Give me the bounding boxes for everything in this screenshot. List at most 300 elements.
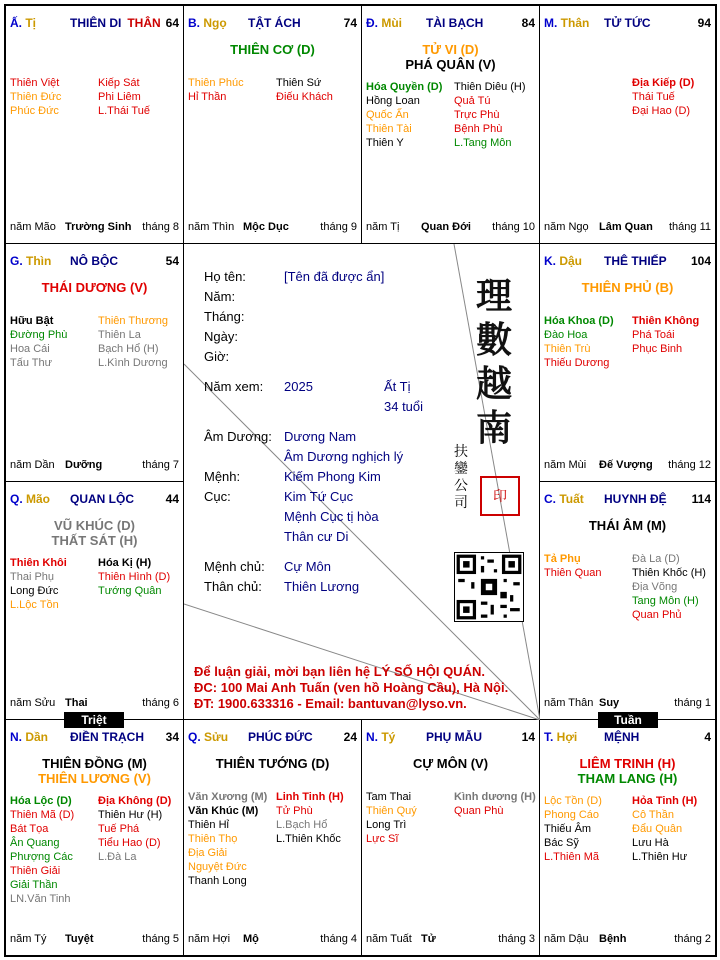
minor-star: L.Đà La xyxy=(98,851,137,863)
palace-year: năm Tuất xyxy=(366,933,412,945)
menh-row xyxy=(204,468,381,485)
main-star: TỬ VI (D) xyxy=(422,42,479,57)
minor-star: Thiên Thương xyxy=(98,315,169,327)
palace-position: N. Tý xyxy=(366,730,396,744)
stars-column-right xyxy=(632,76,715,118)
palace-position: T. Hợi xyxy=(544,730,578,744)
minor-star: Tuế Phá xyxy=(98,823,140,835)
palace-header xyxy=(10,730,179,746)
nam-row xyxy=(204,288,284,305)
minor-star: Lộc Tồn (D) xyxy=(544,795,602,807)
minor-star: Nguyệt Đức xyxy=(188,861,247,873)
palace-cell xyxy=(540,720,715,955)
palace-name: PHÚC ĐỨC xyxy=(248,730,313,744)
than-chu-label: Thân chủ: xyxy=(204,579,262,594)
minor-star: Văn Xương (M) xyxy=(188,791,268,803)
palace-name: MỆNH xyxy=(604,730,640,744)
cuc-2-value: Mệnh Cục tị hòa xyxy=(284,509,379,524)
minor-star: Thiếu Dương xyxy=(544,357,610,369)
stars-column-right xyxy=(98,76,183,118)
main-stars xyxy=(6,518,183,548)
palace-name: THIÊN DI THÂN xyxy=(70,16,161,30)
palace-header xyxy=(188,730,357,746)
minor-star: Thanh Long xyxy=(188,875,247,887)
main-stars xyxy=(184,756,361,771)
palace-year: năm Mùi xyxy=(544,459,587,471)
minor-star: Thiên La xyxy=(98,329,141,341)
palace-name: HUYNH ĐỆ xyxy=(604,492,667,506)
am-duong-2-row xyxy=(284,448,403,465)
minor-star: Đại Hao (D) xyxy=(632,105,691,117)
minor-star: Hỉ Thần xyxy=(188,91,227,103)
main-stars xyxy=(184,42,361,57)
minor-star: Địa Không (D) xyxy=(98,795,172,807)
minor-star: Thiên Giải xyxy=(10,865,61,877)
palace-age-number: 34 xyxy=(165,730,179,744)
palace-month: tháng 8 xyxy=(142,221,179,233)
minor-star: Địa Kiếp (D) xyxy=(632,77,695,89)
palace-age-number: 24 xyxy=(343,730,357,744)
minor-star: Hỏa Tinh (H) xyxy=(632,795,698,807)
than-chu-row xyxy=(204,578,359,595)
palace-header xyxy=(10,16,179,32)
contact-line-1: Để luận giải, mời bạn liên hệ LÝ SỐ HỘI QUÁN. xyxy=(194,664,485,679)
nam-xem-label: Năm xem: xyxy=(204,379,264,394)
contact-line-2: ĐC: 100 Mai Anh Tuấn (ven hồ Hoàng Cầu), Hà Nội. xyxy=(194,680,509,695)
palace-month: tháng 9 xyxy=(320,221,357,233)
cuc-value: Kim Tứ Cục xyxy=(284,489,354,504)
minor-star: Thiên Khôi xyxy=(10,557,67,569)
minor-star: L.Thái Tuế xyxy=(98,105,150,117)
stars-column-left xyxy=(10,794,95,906)
palace-month: tháng 11 xyxy=(668,221,711,233)
palace-header xyxy=(366,730,535,746)
palace-age-number: 44 xyxy=(165,492,179,506)
menh-label: Mệnh: xyxy=(204,469,241,484)
thang-label: Tháng: xyxy=(204,309,245,324)
gio-row xyxy=(204,348,284,365)
palace-position: G. Thìn xyxy=(10,254,52,268)
main-stars xyxy=(540,518,715,533)
minor-star: L.Bạch Hổ xyxy=(276,819,328,831)
palace-header xyxy=(366,16,535,32)
minor-star: Tử Phù xyxy=(276,805,313,817)
stars-column-left xyxy=(544,314,629,370)
minor-star: Quan Phủ xyxy=(632,609,682,621)
palace-year: năm Ngọ xyxy=(544,221,589,233)
stars-column-right xyxy=(454,80,539,150)
calligraphy-subtitle: 扶 鑾 公 司 xyxy=(454,444,468,511)
than-chu-value: Thiên Lương xyxy=(284,579,360,594)
palace-month: tháng 4 xyxy=(320,933,357,945)
palace-cell xyxy=(6,720,184,955)
palace-header xyxy=(544,254,711,270)
minor-star: Địa Võng xyxy=(632,581,678,593)
center-panel xyxy=(184,244,540,720)
minor-star: Địa Giải xyxy=(188,847,228,859)
menh-chu-label: Mệnh chủ: xyxy=(204,559,265,574)
palace-month: tháng 5 xyxy=(142,933,179,945)
palace-header xyxy=(10,492,179,508)
qr-code[interactable] xyxy=(454,552,524,622)
minor-star: Bạch Hổ (H) xyxy=(98,343,159,355)
minor-star: Hóa Lộc (D) xyxy=(10,795,72,807)
stars-column-left xyxy=(188,790,273,888)
palace-year: năm Thìn xyxy=(188,221,235,233)
palace-footer xyxy=(544,221,711,235)
stars-column-left xyxy=(544,552,629,580)
minor-star: Lực Sĩ xyxy=(366,833,399,845)
main-star: THÁI ÂM (M) xyxy=(588,518,667,533)
minor-star: Kình dương (H) xyxy=(454,791,536,803)
minor-star: Phượng Các xyxy=(10,851,73,863)
stars-column-left xyxy=(10,76,95,118)
minor-star: Thiên Trù xyxy=(544,343,591,355)
palace-month: tháng 12 xyxy=(668,459,711,471)
main-star: THÁI DƯƠNG (V) xyxy=(41,280,148,295)
palace-age-number: 14 xyxy=(521,730,535,744)
minor-star: L.Thiên Khốc xyxy=(276,833,341,845)
palace-footer xyxy=(10,933,179,947)
main-star: THIÊN CƠ (D) xyxy=(230,42,315,57)
palace-branch: Tuất xyxy=(559,492,584,506)
palace-year: năm Hợi xyxy=(188,933,231,945)
palace-branch: Sửu xyxy=(204,730,229,744)
palace-year: năm Thân xyxy=(544,697,594,709)
menh-value: Kiếm Phong Kim xyxy=(284,469,381,484)
palace-month: tháng 1 xyxy=(674,697,711,709)
main-stars xyxy=(540,756,715,786)
minor-star: Thiên Sứ xyxy=(276,77,322,89)
minor-star: Lưu Hà xyxy=(632,837,669,849)
cuc-row xyxy=(204,488,353,505)
minor-star: Trực Phù xyxy=(454,109,500,121)
minor-star: Tang Môn (H) xyxy=(632,595,699,607)
stars-column-right xyxy=(276,790,361,846)
minor-star: Thiên Không xyxy=(632,315,700,327)
palace-year: năm Tị xyxy=(366,221,400,233)
menh-chu-value: Cự Môn xyxy=(284,559,331,574)
minor-star: Thiên Đức xyxy=(10,91,62,103)
palace-branch: Ngọ xyxy=(203,16,227,30)
trang-sinh: Đế Vượng xyxy=(599,459,653,471)
palace-year: năm Sửu xyxy=(10,697,56,709)
minor-star: Đẩu Quân xyxy=(632,823,683,835)
main-star: THIÊN LƯƠNG (V) xyxy=(38,771,151,786)
palace-cell xyxy=(6,6,184,244)
palace-branch: Tý xyxy=(381,730,396,744)
minor-star: Thiên Thọ xyxy=(188,833,238,845)
palace-cell xyxy=(6,244,184,482)
cuc-3-value: Thân cư Di xyxy=(284,529,349,544)
minor-star: Hồng Loan xyxy=(366,95,420,107)
palace-year: năm Mão xyxy=(10,221,56,233)
am-duong-row xyxy=(204,428,356,445)
palace-cell xyxy=(184,6,362,244)
minor-star: Thiên Y xyxy=(366,137,404,149)
main-star: THẤT SÁT (H) xyxy=(51,533,138,548)
palace-cell xyxy=(540,6,715,244)
palace-name: QUAN LỘC xyxy=(70,492,134,506)
main-star: THIÊN TƯỚNG (D) xyxy=(215,756,330,771)
than-tag: THÂN xyxy=(127,16,161,30)
triet-marker: Triệt xyxy=(64,712,124,728)
main-star: THAM LANG (H) xyxy=(577,771,678,786)
palace-position: C. Tuất xyxy=(544,492,584,506)
stars-column-left xyxy=(188,76,273,104)
main-stars xyxy=(362,42,539,72)
cuc-2-row xyxy=(284,508,379,525)
minor-star: Tả Phụ xyxy=(544,553,581,565)
horoscope-chart xyxy=(4,4,717,957)
am-duong-value: Dương Nam xyxy=(284,429,357,444)
nam-xem-value: 2025 xyxy=(284,379,313,394)
palace-name: THÊ THIẾP xyxy=(604,254,667,268)
minor-star: Tướng Quân xyxy=(98,585,162,597)
palace-footer xyxy=(544,933,711,947)
minor-star: Thiên Hư (H) xyxy=(98,809,163,821)
minor-star: Bát Tọa xyxy=(10,823,49,835)
minor-star: Quốc Ấn xyxy=(366,109,409,121)
palace-header xyxy=(544,16,711,32)
minor-star: Ân Quang xyxy=(10,837,60,849)
palace-branch: Mão xyxy=(26,492,51,506)
stars-column-left xyxy=(544,794,629,864)
stars-column-right xyxy=(454,790,539,818)
ngay-row xyxy=(204,328,284,345)
palace-age-number: 94 xyxy=(697,16,711,30)
palace-cell xyxy=(540,244,715,482)
trang-sinh: Mộ xyxy=(243,933,259,945)
palace-position: Đ. Mùi xyxy=(366,16,403,30)
palace-position: K. Dậu xyxy=(544,254,583,268)
nam-label: Năm: xyxy=(204,289,236,304)
palace-header xyxy=(544,730,711,746)
palace-cell xyxy=(540,482,715,720)
gio-label: Giờ: xyxy=(204,349,230,364)
palace-branch: Dần xyxy=(25,730,49,744)
stars-column-right xyxy=(632,552,715,622)
minor-star: Thiếu Âm xyxy=(544,823,592,835)
minor-star: Thiên Quan xyxy=(544,567,602,579)
palace-footer xyxy=(366,221,535,235)
contact-line-3: ĐT: 1900.633316 - Email: bantuvan@lyso.vn. xyxy=(194,696,467,711)
palace-year: năm Tý xyxy=(10,933,47,945)
minor-star: L.Tang Môn xyxy=(454,137,512,149)
palace-cell xyxy=(362,6,540,244)
trang-sinh: Bệnh xyxy=(599,933,627,945)
can-chi-value: Ất Tị xyxy=(384,379,411,394)
palace-year: năm Dần xyxy=(10,459,55,471)
palace-header xyxy=(188,16,357,32)
minor-star: Thiên Mã (D) xyxy=(10,809,75,821)
ngay-label: Ngày: xyxy=(204,329,238,344)
minor-star: Thai Phụ xyxy=(10,571,55,583)
palace-header xyxy=(10,254,179,270)
minor-star: Tấu Thư xyxy=(10,357,53,369)
trang-sinh: Trường Sinh xyxy=(65,221,132,233)
trang-sinh: Dưỡng xyxy=(65,459,103,471)
palace-branch: Mùi xyxy=(381,16,403,30)
tuoi-row xyxy=(384,398,423,415)
am-duong-2-value: Âm Dương nghịch lý xyxy=(284,449,404,464)
palace-month: tháng 2 xyxy=(674,933,711,945)
palace-cell xyxy=(362,720,540,955)
minor-star: Phong Cáo xyxy=(544,809,600,821)
am-duong-label: Âm Dương: xyxy=(204,429,272,444)
calligraphy-logo: 理 數 越 南 xyxy=(476,275,513,449)
thang-row xyxy=(204,308,284,325)
minor-star: Hóa Kị (H) xyxy=(98,557,152,569)
cuc-label: Cục: xyxy=(204,489,231,504)
main-star: PHÁ QUÂN (V) xyxy=(405,57,496,72)
palace-position: N. Dần xyxy=(10,730,49,744)
palace-position: Q. Sửu xyxy=(188,730,229,744)
stars-column-right xyxy=(632,314,715,356)
palace-name: PHỤ MẪU xyxy=(426,730,482,744)
minor-star: Hữu Bật xyxy=(10,315,54,327)
palace-footer xyxy=(10,221,179,235)
palace-header xyxy=(544,492,711,508)
minor-star: Phúc Đức xyxy=(10,105,59,117)
minor-star: L.Thiên Mã xyxy=(544,851,600,863)
stars-column-right xyxy=(632,794,715,864)
palace-footer xyxy=(544,459,711,473)
minor-star: Thiên Quý xyxy=(366,805,417,817)
palace-age-number: 114 xyxy=(691,492,711,506)
palace-age-number: 74 xyxy=(343,16,357,30)
minor-star: Hóa Khoa (D) xyxy=(544,315,614,327)
palace-branch: Dậu xyxy=(559,254,583,268)
palace-position: B. Ngọ xyxy=(188,16,227,30)
minor-star: Giải Thần xyxy=(10,879,58,891)
main-stars xyxy=(6,280,183,295)
minor-star: Thiên Diêu (H) xyxy=(454,81,526,93)
minor-star: Tam Thai xyxy=(366,791,412,803)
trang-sinh: Suy xyxy=(599,697,620,709)
minor-star: L.Lộc Tồn xyxy=(10,599,59,611)
palace-name: TỬ TỨC xyxy=(604,16,651,30)
palace-footer xyxy=(544,697,711,711)
minor-star: Đào Hoa xyxy=(544,329,588,341)
minor-star: Thiên Hình (D) xyxy=(98,571,171,583)
main-stars xyxy=(362,756,539,771)
minor-star: Long Đức xyxy=(10,585,59,597)
trang-sinh: Mộc Dục xyxy=(243,221,289,233)
palace-branch: Thìn xyxy=(26,254,52,268)
palace-age-number: 54 xyxy=(165,254,179,268)
palace-position: M. Thân xyxy=(544,16,590,30)
stars-column-right xyxy=(276,76,361,104)
main-star: VŨ KHÚC (D) xyxy=(54,518,135,533)
palace-branch: Hợi xyxy=(556,730,578,744)
palace-footer xyxy=(366,933,535,947)
stars-column-right xyxy=(98,314,183,370)
main-star: CỰ MÔN (V) xyxy=(412,756,489,771)
minor-star: Kiếp Sát xyxy=(98,77,140,89)
palace-position: Q. Mão xyxy=(10,492,51,506)
palace-position: Ấ. Tị xyxy=(10,16,37,30)
trang-sinh: Thai xyxy=(65,697,88,709)
minor-star: Linh Tinh (H) xyxy=(276,791,344,803)
minor-star: Hoa Cái xyxy=(10,343,50,355)
stars-column-right xyxy=(98,556,183,598)
minor-star: Bệnh Phù xyxy=(454,123,503,135)
palace-month: tháng 3 xyxy=(498,933,535,945)
stars-column-left xyxy=(366,790,451,846)
minor-star: Đường Phù xyxy=(10,329,68,341)
minor-star: Cô Thần xyxy=(632,809,674,821)
minor-star: Thiên Tài xyxy=(366,123,412,135)
main-stars xyxy=(540,280,715,295)
palace-month: tháng 6 xyxy=(142,697,179,709)
minor-star: Phá Toái xyxy=(632,329,675,341)
trang-sinh: Quan Đới xyxy=(421,221,471,233)
trang-sinh: Tuyệt xyxy=(65,933,94,945)
main-star: THIÊN ĐỒNG (M) xyxy=(42,756,147,771)
palace-month: tháng 10 xyxy=(492,221,535,233)
minor-star: Phi Liêm xyxy=(98,91,141,103)
minor-star: L.Thiên Hư xyxy=(632,851,688,863)
palace-branch: Tị xyxy=(25,16,37,30)
minor-star: Hóa Quyền (D) xyxy=(366,81,443,93)
palace-month: tháng 7 xyxy=(142,459,179,471)
minor-star: Quả Tú xyxy=(454,95,491,107)
cuc-3-row xyxy=(284,528,348,545)
minor-star: Đà La (D) xyxy=(632,553,680,565)
minor-star: Thiên Hỉ xyxy=(188,819,229,831)
minor-star: LN.Văn Tinh xyxy=(10,893,71,905)
minor-star: Phục Binh xyxy=(632,343,683,355)
trang-sinh: Tử xyxy=(421,933,436,945)
minor-star: Điếu Khách xyxy=(276,91,333,103)
palace-footer xyxy=(10,459,179,473)
minor-star: Tiểu Hao (D) xyxy=(98,837,161,849)
ho-ten-row xyxy=(204,268,384,285)
ho-ten-value: [Tên đã được ẩn] xyxy=(284,269,385,284)
palace-name: TÀI BẠCH xyxy=(426,16,484,30)
palace-age-number: 64 xyxy=(165,16,179,30)
palace-year: năm Dậu xyxy=(544,933,589,945)
minor-star: Văn Khúc (M) xyxy=(188,805,259,817)
nam-xem-row xyxy=(204,378,411,395)
trang-sinh: Lâm Quan xyxy=(599,221,653,233)
palace-cell xyxy=(184,720,362,955)
palace-name: NÔ BỘC xyxy=(70,254,118,268)
main-star: THIÊN PHỦ (B) xyxy=(581,280,674,295)
minor-star: Bác Sỹ xyxy=(544,837,579,849)
palace-footer xyxy=(188,221,357,235)
main-star: LIÊM TRINH (H) xyxy=(579,756,676,771)
main-stars xyxy=(6,756,183,786)
palace-branch: Thân xyxy=(560,16,590,30)
palace-cell xyxy=(6,482,184,720)
tuoi-value: 34 tuổi xyxy=(384,399,424,414)
stars-column-left xyxy=(10,556,95,612)
menh-chu-row xyxy=(204,558,331,575)
minor-star: L.Kình Dương xyxy=(98,357,168,369)
palace-age-number: 104 xyxy=(690,254,711,268)
minor-star: Thiên Phúc xyxy=(188,77,244,89)
red-seal-stamp: 印 xyxy=(480,476,520,516)
palace-footer xyxy=(10,697,179,711)
minor-star: Long Trì xyxy=(366,819,407,831)
palace-name: ĐIỀN TRẠCH xyxy=(70,730,144,744)
stars-column-left xyxy=(366,80,451,150)
palace-name: TẬT ÁCH xyxy=(248,16,301,30)
palace-footer xyxy=(188,933,357,947)
ho-ten-label: Họ tên: xyxy=(204,269,246,284)
